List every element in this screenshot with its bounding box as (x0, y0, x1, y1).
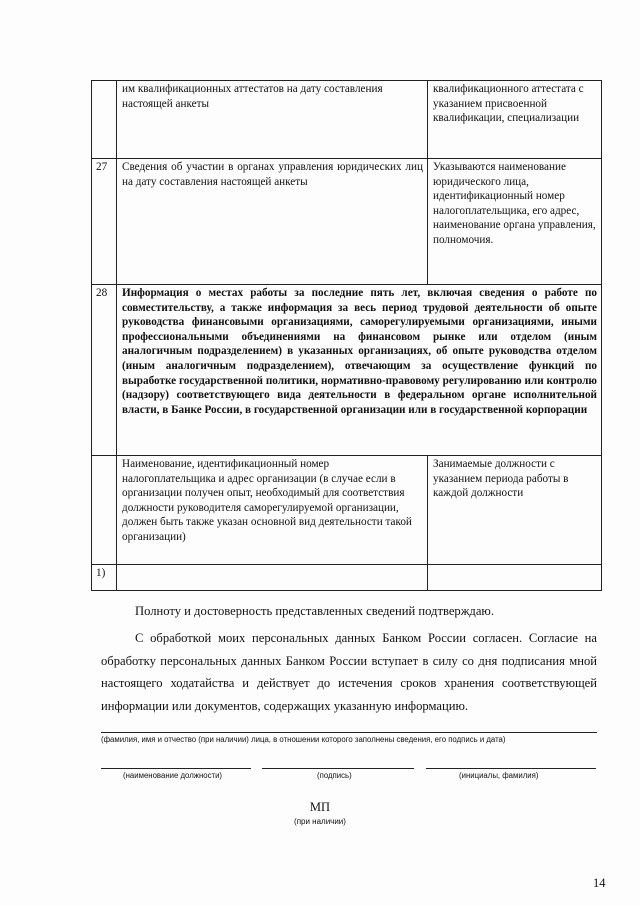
stamp-label: МП (309, 800, 331, 814)
row-note-cell: квалификационного аттестата с указанием присвоенной квалификации, специализации (428, 81, 602, 159)
column-header-organization: Наименование, идентификационный номер налогоплательщика и адрес организации (в случае если в организации получен опыт, необходимый для соответствия должности руководителя саморегулируемой организации, должен быть также указан основной вид деятельности такой организации) (117, 456, 428, 565)
position-line (101, 768, 251, 769)
row-number-cell: 1) (92, 565, 117, 591)
table-row (92, 565, 602, 591)
row-number-cell: 27 (92, 159, 117, 285)
row-number-cell: 28 (92, 285, 117, 456)
table-header-row (92, 456, 602, 565)
positions-entry-cell (428, 565, 602, 591)
initials-caption: (инициалы, фамилия) (459, 771, 539, 780)
position-caption: (наименование должности) (123, 771, 223, 780)
table-row (92, 285, 602, 456)
row-number-cell (92, 81, 117, 159)
consent-statement: С обработкой моих персональных данных Банком России согласен. Согласие на обработку персональных данных Банком России вступает в силу со дня подписания мной настоящего ходатайства и действует до истечения сроков хранения соответствующей информации или документов, содержащих указанную информацию. (101, 631, 597, 713)
page-number: 14 (593, 876, 606, 890)
row-note-cell: Указываются наименование юридического лица, идентификационный номер налогоплательщика, его адрес, наименование органа управления, полномочия. (428, 159, 602, 285)
table-row (92, 81, 602, 159)
fio-signature-line (101, 732, 597, 733)
row-section-title-cell: Информация о местах работы за последние пять лет, включая сведения о работе по совместительству, а также информация за весь период трудовой деятельности об опыте руководства финансовыми организациями, саморегулируемыми организациями, иными профессиональными объединениями на финансовом рынке или отделом (иным аналогичным подразделением) в указанных организациях, об опыте руководства отделом (иным аналогичным подразделением), отвечающим за осуществление функций по выработке государственной политики, нормативно-правовому регулированию или контролю (надзору) соответствующего вида деятельности в федеральном органе исполнительной власти, в Банке России, в государственной организации или в государственной корпорации (117, 285, 602, 456)
empty-cell (92, 456, 117, 565)
stamp-note: (при наличии) (294, 817, 346, 826)
signature-caption: (подпись) (317, 771, 352, 780)
signature-line (262, 768, 414, 769)
column-header-positions: Занимаемые должности с указанием периода работы в каждой должности (428, 456, 602, 565)
fio-caption: (фамилия, имя и отчество (при наличии) лица, в отношении которого заполнены сведения, его подпись и дата) (101, 735, 506, 744)
questionnaire-table (91, 80, 602, 591)
initials-line (426, 768, 596, 769)
confirmation-statement: Полноту и достоверность представленных сведений подтверждаю. (135, 604, 494, 618)
row-description-cell: Сведения об участии в органах управления юридических лиц на дату составления настоящей анкеты (117, 159, 428, 285)
table-row (92, 159, 602, 285)
row-description-cell: им квалификационных аттестатов на дату составления настоящей анкеты (117, 81, 428, 159)
organization-entry-cell (117, 565, 428, 591)
